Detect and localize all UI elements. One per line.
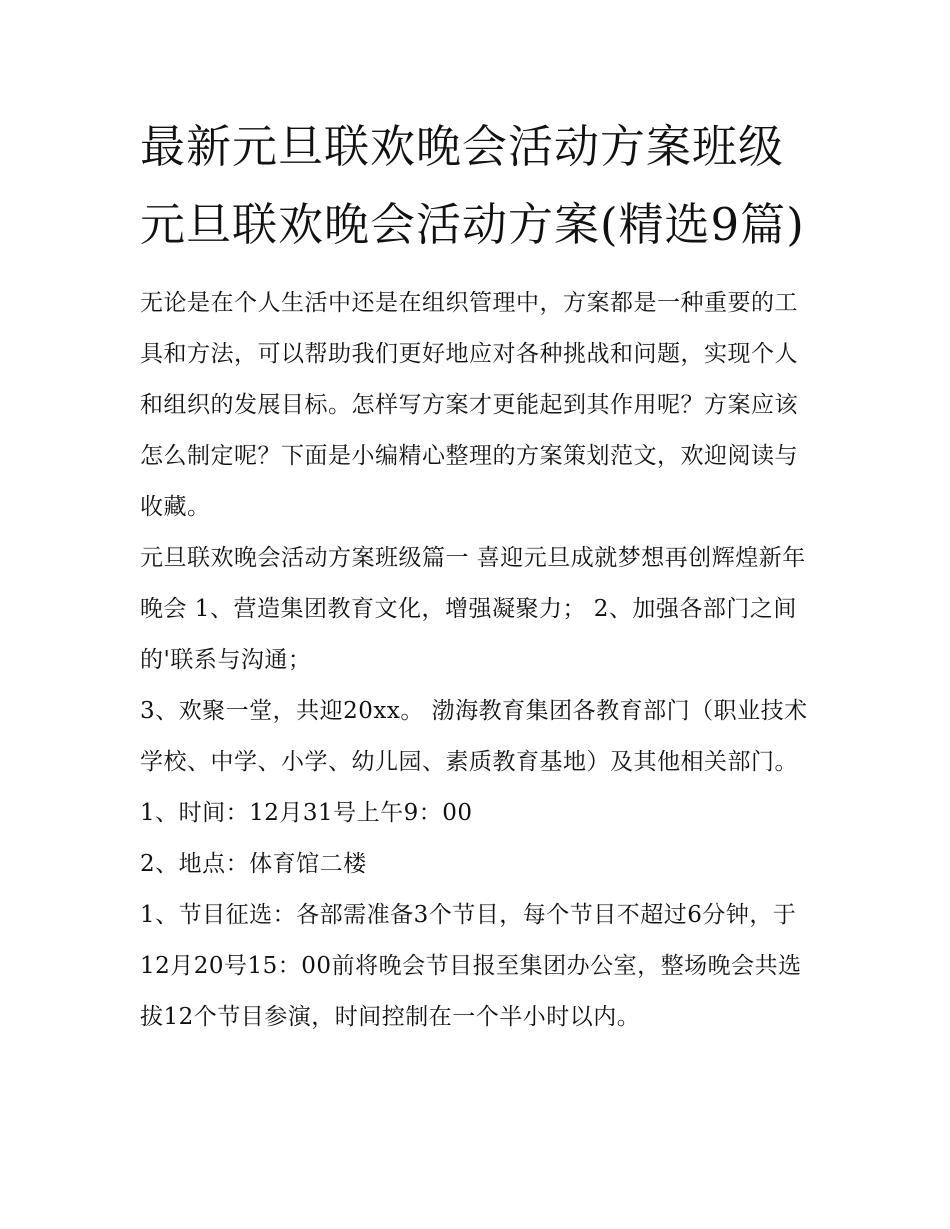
paragraph-section-one: 元旦联欢晚会活动方案班级篇一 喜迎元旦成就梦想再创辉煌新年晚会 1、营造集团教育文化，增强凝聚力； 2、加强各部门之间的'联系与沟通；: [140, 545, 806, 673]
paragraph-participants-time: 3、欢聚一堂，共迎20xx。 渤海教育集团各教育部门（职业技术学校、中学、小学、幼儿园、素质教育基地）及其他相关部门。 1、时间：12月31号上午9：00: [140, 698, 808, 826]
paragraph-program-selection: 1、节目征选：各部需准备3个节目，每个节目不超过6分钟，于12月20号15：00前将晚会节目报至集团办公室，整场晚会共选拔12个节目参演，时间控制在一个半小时以内。: [140, 902, 802, 1030]
paragraph-location: 2、地点：体育馆二楼: [140, 851, 367, 877]
document-title: 最新元旦联欢晚会活动方案班级 元旦联欢晚会活动方案(精选9篇): [140, 120, 805, 251]
paragraph-intro: 无论是在个人生活中还是在组织管理中，方案都是一种重要的工具和方法，可以帮助我们更好地应对各种挑战和问题，实现个人和组织的发展目标。怎样写方案才更能起到其作用呢？方案应该怎么制定呢？下面是小编精心整理的方案策划范文，欢迎阅读与收藏。: [140, 290, 798, 520]
document-body: [140, 108, 816, 1043]
